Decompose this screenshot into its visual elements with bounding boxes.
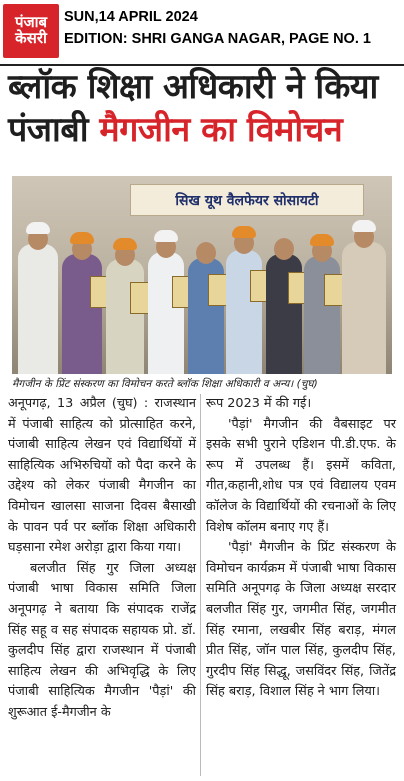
article-para4: 'पैड़ां' मैगजीन की वैबसाइट पर इसके सभी पुराने एडिशन पी.डी.एफ. के रूप में उपलब्ध हैं। इसमें कविता, गीत,कहानी,शोध पत्र एवं विद्यालय एवम कॉलेज के विद्यार्थियों की रचनाओं के लिए विशेष कॉलम बनाए गए हैं। — [206, 416, 396, 535]
headline-line2 — [8, 111, 396, 150]
article-column-left — [8, 394, 196, 724]
photo-banner: सिख यूथ वैलफेयर सोसायटी — [130, 184, 364, 216]
headline-line2-red: मैगजीन का विमोचन — [99, 110, 343, 151]
photo-caption: मैगजीन के प्रिंट संस्करण का विमोचन करते ब्लॉक शिक्षा अधिकारी व अन्य। (चुघ) — [12, 378, 318, 390]
logo-line2: केसरी — [15, 29, 47, 47]
column-divider — [200, 394, 201, 776]
headline-line1: ब्लॉक शिक्षा अधिकारी ने किया — [8, 67, 378, 107]
article-para3: रूप 2023 में की गई। — [206, 396, 312, 411]
punjab-kesari-logo — [3, 4, 59, 58]
logo-line1: पंजाब — [14, 13, 48, 32]
article-column-right — [206, 394, 396, 703]
headline-line2-dark: पंजाबी — [8, 110, 89, 151]
event-photo — [12, 176, 392, 374]
article-para5: 'पैड़ां' मैगजीन के प्रिंट संस्करण के विमोचन कार्यक्रम में पंजाबी भाषा विकास समिति अनूपगढ़ के जिला अध्यक्ष सरदार बलजीत सिंह गुर, जगमीत सिंह, जगमीत सिंह रमाना, लखबीर सिंह बराड़, मंगल प्रीत सिंह, जॉन पाल सिंह, कुलदीप सिंह, गुरदीप सिंह सिद्धू, जसविंदर सिंह, जितेंद्र सिंह बराड़, विशाल सिंह ने भाग लिया। — [206, 540, 396, 700]
edition-date: SUN,14 APRIL 2024 — [64, 9, 198, 25]
edition-info: EDITION: SHRI GANGA NAGAR, PAGE NO. 1 — [64, 31, 371, 47]
header-divider — [0, 64, 404, 66]
article-para2: बलजीत सिंह गुर जिला अध्यक्ष पंजाबी भाषा विकास समिति जिला अनूपगढ़ ने बताया कि संपादक राजेंद्र सिंह सहू व सह संपादक सहायक प्रो. डॉ. कुलदीप सिंह द्वारा राजस्थान में पंजाबी साहित्य लेखन की अभिवृद्धि के लिए पंजाबी साहित्यिक मैगजीन 'पैड़ां' की शुरूआत ई-मैगजीन के — [8, 560, 196, 720]
headline — [8, 68, 396, 150]
article-para1: अनूपगढ़, 13 अप्रैल (चुघ) : राजस्थान में पंजाबी साहित्य को प्रोत्साहित करने, पंजाबी साहित्य लेखन एवं विद्यार्थियों में साहित्यिक अभिरुचियों को पैदा करने के उद्देश्य को लेकर पंजाबी मैगजीन का विमोचन खालसा साजना दिवस बैसाखी के पावन पर्व पर ब्लॉक शिक्षा अधिकारी घड़साना रमेश अरोड़ा द्वारा किया गया। — [8, 396, 196, 556]
